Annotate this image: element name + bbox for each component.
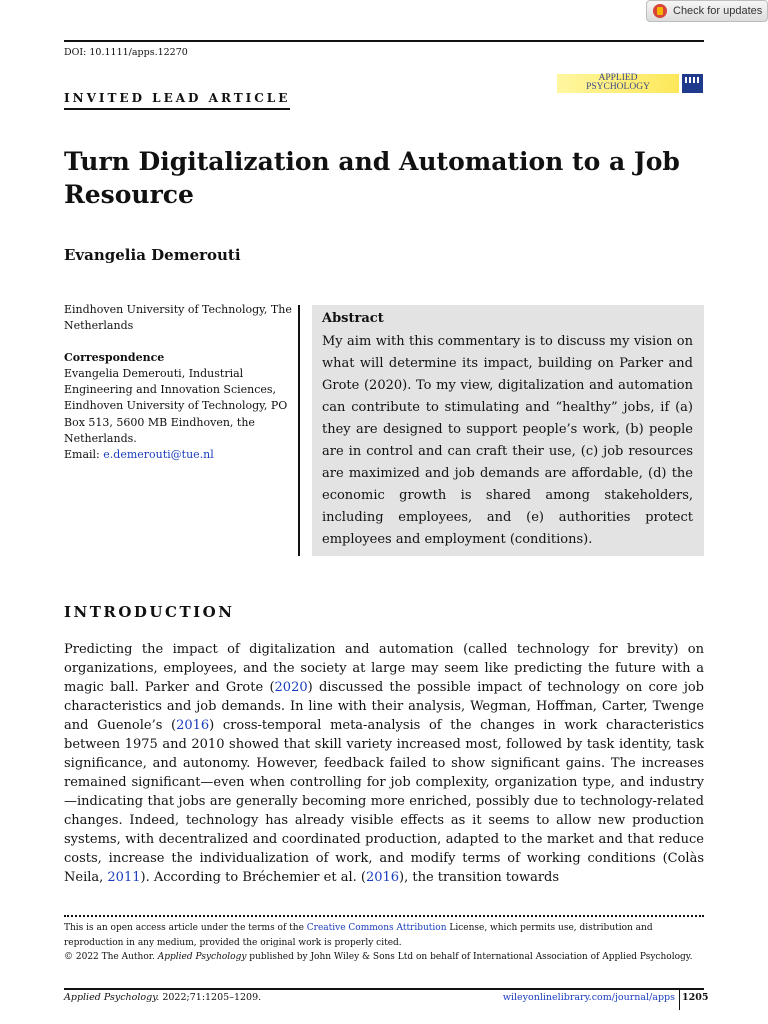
email-label: Email:	[64, 448, 104, 461]
footer-volume: 2022;71:1205–1209.	[159, 992, 262, 1003]
iaap-logo-icon	[682, 74, 703, 93]
body-text: Predicting the impact of digitalization and automation (called technology for brevity) on organizations, employees, and the society at large may seem like predicting the future with a magic ball. Parker and Grote (	[64, 642, 704, 695]
license-link[interactable]: Creative Commons Attribution	[306, 923, 447, 933]
license-text: License, which permits use, distribution and reproduction in any medium, provided the original work is properly cited.	[64, 923, 653, 948]
introduction-heading: INTRODUCTION	[64, 603, 235, 621]
license-line	[64, 921, 704, 950]
copyright-text: published by John Wiley & Sons Ltd on behalf of International Association of Applied Psychology.	[246, 952, 693, 962]
abstract-rule	[298, 305, 300, 556]
citation-link[interactable]: 2020	[274, 680, 308, 695]
journal-logo	[557, 74, 703, 93]
footnote-rule	[64, 915, 704, 917]
article-type: INVITED LEAD ARTICLE	[64, 91, 291, 105]
introduction-paragraph	[64, 640, 704, 887]
license-text: This is an open access article under the terms of the	[64, 923, 307, 933]
correspondence-heading: Correspondence	[64, 351, 165, 364]
citation-link[interactable]: 2016	[176, 718, 210, 733]
license-footnote	[64, 921, 704, 965]
bottom-rule	[64, 988, 704, 990]
body-text: ), the transition towards	[399, 870, 560, 885]
crossmark-icon	[653, 4, 667, 18]
journal-logo-line2: PSYCHOLOGY	[586, 82, 650, 92]
footer-journal: Applied Psychology.	[64, 992, 160, 1003]
check-for-updates-button[interactable]	[646, 0, 768, 22]
journal-logo-line1: APPLIED	[598, 73, 638, 83]
journal-citation	[64, 992, 261, 1003]
doi: DOI: 10.1111/apps.12270	[64, 47, 188, 58]
article-title: Turn Digitalization and Automation to a Job Resource	[64, 147, 680, 209]
affiliation: Eindhoven University of Technology, The Netherlands	[64, 303, 292, 333]
correspondence-email	[64, 447, 296, 463]
author-name: Evangelia Demerouti	[64, 246, 241, 264]
page-separator	[679, 990, 680, 1010]
abstract-heading: Abstract	[322, 311, 384, 326]
abstract-box	[312, 305, 704, 556]
copyright-text: © 2022 The Author.	[64, 952, 158, 962]
top-rule	[64, 40, 704, 42]
body-text: ) cross-temporal meta-analysis of the changes in work characteristics between 1975 and 2010 showed that skill variety increased most, followed by task identity, task significance, and autonomy. However, feedback failed to show significant gains. The increases remained significant—even when controlling for job complexity, organization type, and industry—indicating that jobs are generally becoming more enriched, possibly due to technology-related changes. Indeed, technology has already visible effects as it seems to allow new production systems, with decentralized and coordinated production, adapted to the market and that reduce costs, increase the individualization of work, and modify terms of working conditions (Colàs Neila,	[64, 718, 704, 885]
check-for-updates-label: Check for updates	[673, 5, 763, 17]
abstract-text: My aim with this commentary is to discuss my vision on what will determine its impact, building on Parker and Grote (2020). To my view, digitalization and automation can contribute to stimulating and “healthy” jobs, if (a) they are designed to support people’s work, (b) people are in control and can craft their use, (c) job resources are maximized and job demands are affordable, (d) the economic growth is shared among stakeholders, including employees, and (e) authorities protect employees and employment (conditions).	[322, 334, 693, 547]
citation-link[interactable]: 2016	[365, 870, 400, 885]
body-text: ) discussed the possible impact of technology on core job characteristics and job demands. In line with their analysis, Wegman, Hoffman, Carter, Twenge and Guenole’s (	[64, 680, 704, 733]
article-type-rule	[64, 108, 290, 110]
page-number: 1205	[682, 992, 709, 1003]
copyright-line	[64, 950, 704, 965]
correspondence-address: Evangelia Demerouti, Industrial Engineering and Innovation Sciences, Eindhoven University of Technology, PO Box 513, 5600 MB Eindhoven, the Netherlands.	[64, 367, 288, 445]
copyright-journal: Applied Psychology	[157, 952, 247, 962]
citation-link[interactable]: 2011	[107, 870, 141, 885]
journal-website-link[interactable]: wileyonlinelibrary.com/journal/apps	[502, 992, 675, 1003]
email-link[interactable]: e.demerouti@tue.nl	[103, 448, 214, 461]
body-text: ). According to Bréchemier et al. (	[140, 870, 366, 885]
